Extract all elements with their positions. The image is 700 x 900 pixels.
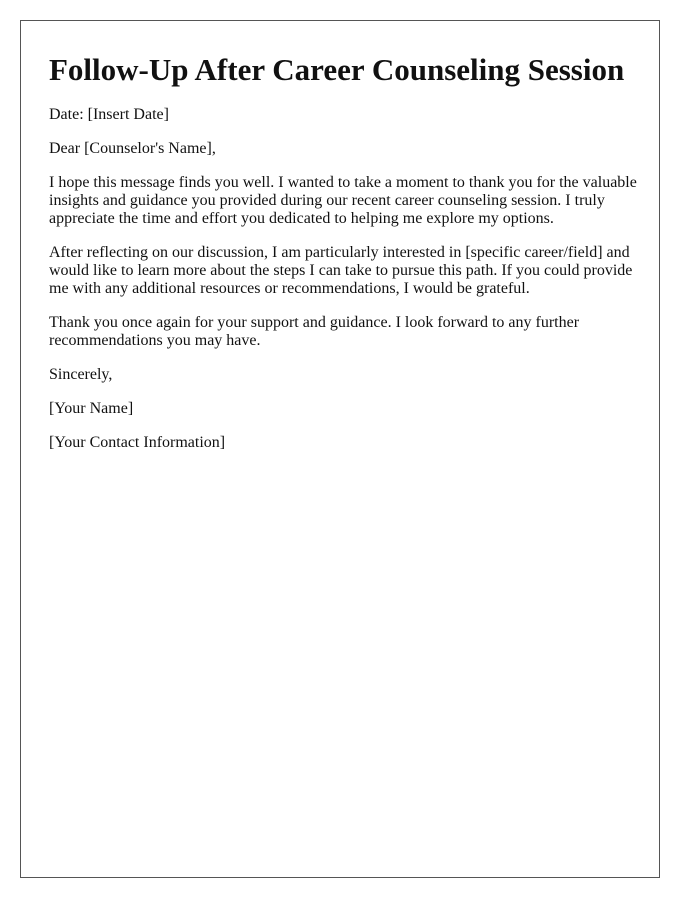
body-paragraph: I hope this message finds you well. I wanted to take a moment to thank you for the valuable insights and guidance you provided during our recent career counseling session. I truly appreciate the time and effort you dedicated to helping me explore my options. [49, 174, 637, 227]
salutation: Dear [Counselor's Name], [49, 140, 216, 157]
body-paragraph: Thank you once again for your support and guidance. I look forward to any further recommendations you may have. [49, 314, 580, 349]
sender-contact: [Your Contact Information] [49, 434, 226, 451]
letter-content [49, 51, 639, 468]
closing: Sincerely, [49, 366, 113, 383]
body-paragraph: After reflecting on our discussion, I am particularly interested in [specific career/field] and would like to learn more about the steps I can take to pursue this path. If you could provide me with any additional resources or recommendations, I would be grateful. [49, 244, 633, 297]
date-line: Date: [Insert Date] [49, 106, 169, 123]
sender-name: [Your Name] [49, 400, 134, 417]
letter-page [20, 20, 660, 878]
letter-title: Follow-Up After Career Counseling Session [49, 52, 625, 87]
